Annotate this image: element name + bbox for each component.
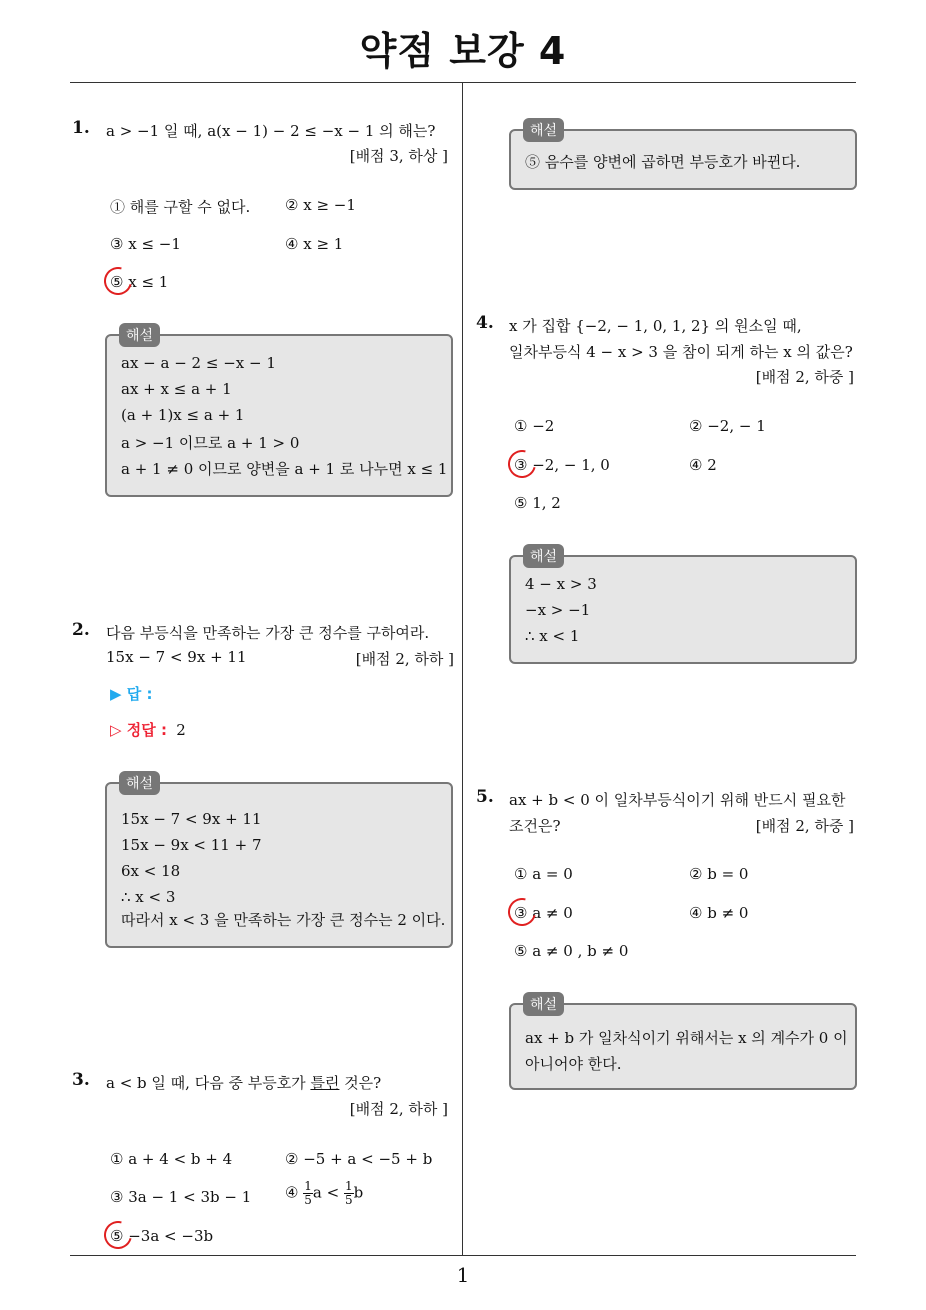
explanation-line: a > −1 이므로 a + 1 > 0	[121, 434, 300, 452]
question-text: x 가 집합 {−2, − 1, 0, 1, 2} 의 원소일 때,	[509, 317, 802, 335]
choice-1[interactable]: ① −2	[514, 417, 555, 435]
explanation-box	[105, 776, 453, 948]
correct-answer-value: 2	[176, 721, 186, 739]
choice-2[interactable]: ② x ≥ −1	[285, 196, 356, 214]
choice-3[interactable]: ③ −2, − 1, 0	[514, 456, 610, 474]
score-label: [배점 2, 하중 ]	[755, 368, 854, 386]
choice-5[interactable]: ⑤ 1, 2	[514, 494, 561, 512]
question-text-part: 것은?	[339, 1074, 382, 1092]
choice-1[interactable]: ① 해를 구할 수 없다.	[110, 198, 251, 216]
top-divider	[70, 82, 856, 83]
explanation-tag: 해설	[119, 323, 160, 347]
page-title: 약점 보강 4	[359, 29, 567, 73]
explanation-line: 아니어야 한다.	[525, 1055, 622, 1073]
explanation-tag: 해설	[523, 992, 564, 1016]
fraction-denominator: 5	[304, 1193, 312, 1207]
choice-4-text: b	[353, 1183, 364, 1202]
choice-4-text: a <	[312, 1183, 340, 1202]
explanation-line: ax − a − 2 ≤ −x − 1	[121, 354, 276, 372]
choice-1[interactable]: ① a + 4 < b + 4	[110, 1150, 233, 1168]
choice-3[interactable]: ③ x ≤ −1	[110, 235, 181, 253]
question-number: 1.	[72, 118, 90, 138]
score-label: [배점 2, 하중 ]	[755, 817, 854, 835]
choice-4[interactable]	[285, 1180, 363, 1207]
question-text: ax + b < 0 이 일차부등식이기 위해 반드시 필요한	[509, 791, 846, 809]
question-text: 다음 부등식을 만족하는 가장 큰 정수를 구하여라.	[106, 624, 430, 642]
choice-5[interactable]: ⑤ −3a < −3b	[110, 1227, 214, 1245]
explanation-line: ax + x ≤ a + 1	[121, 380, 232, 398]
fraction	[303, 1180, 313, 1207]
explanation-line: ax + b 가 일차식이기 위해서는 x 의 계수가 0 이	[525, 1029, 848, 1047]
question-number: 5.	[476, 787, 494, 807]
explanation-line: 4 − x > 3	[525, 575, 597, 593]
choice-4[interactable]: ④ b ≠ 0	[689, 904, 749, 922]
explanation-line: 따라서 x < 3 을 만족하는 가장 큰 정수는 2 이다.	[121, 911, 446, 929]
answer-mark-icon	[503, 445, 541, 483]
answer-mark-icon	[503, 893, 541, 931]
question-text: 조건은?	[509, 817, 561, 835]
explanation-line: 6x < 18	[121, 862, 181, 880]
choice-5[interactable]: ⑤ x ≤ 1	[110, 273, 169, 291]
bottom-divider	[70, 1255, 856, 1256]
question-text	[106, 1072, 381, 1093]
question-text: 일차부등식 4 − x > 3 을 참이 되게 하는 x 의 값은?	[509, 343, 853, 361]
choice-2[interactable]: ② −2, − 1	[689, 417, 766, 435]
answer-input[interactable]: ▶ 답 :	[110, 685, 153, 703]
answer-mark-icon	[99, 1216, 137, 1254]
question-text-part: a < b 일 때, 다음 중 부등호가	[106, 1074, 311, 1092]
fraction-denominator: 5	[344, 1193, 353, 1207]
explanation-tag: 해설	[523, 544, 564, 568]
choice-2[interactable]: ② b = 0	[689, 865, 749, 883]
choice-4-number: ④	[285, 1183, 299, 1202]
score-label: [배점 2, 하하 ]	[349, 1100, 448, 1118]
question-number: 3.	[72, 1070, 90, 1090]
choice-2[interactable]: ② −5 + a < −5 + b	[285, 1150, 433, 1168]
explanation-line: ⑤ 음수를 양변에 곱하면 부등호가 바뀐다.	[525, 153, 801, 171]
explanation-tag: 해설	[523, 118, 564, 142]
explanation-box	[509, 997, 857, 1090]
question-number: 2.	[72, 620, 90, 640]
explanation-line: 15x − 9x < 11 + 7	[121, 836, 262, 854]
column-divider	[462, 83, 463, 1256]
correct-answer-label: ▷ 정답 :	[110, 721, 167, 739]
explanation-tag: 해설	[119, 771, 160, 795]
fraction	[344, 1180, 354, 1207]
explanation-line: ∴ x < 1	[525, 627, 580, 645]
choice-5[interactable]: ⑤ a ≠ 0 , b ≠ 0	[514, 942, 629, 960]
choice-4[interactable]: ④ 2	[689, 456, 717, 474]
fraction-numerator: 1	[344, 1179, 353, 1193]
score-label: [배점 3, 하상 ]	[349, 147, 448, 165]
explanation-box	[509, 123, 857, 190]
explanation-line: −x > −1	[525, 601, 591, 619]
explanation-box	[105, 328, 453, 497]
question-text: a > −1 일 때, a(x − 1) − 2 ≤ −x − 1 의 해는?	[106, 122, 436, 140]
choice-3[interactable]: ③ a ≠ 0	[514, 904, 573, 922]
choice-3[interactable]: ③ 3a − 1 < 3b − 1	[110, 1188, 252, 1206]
explanation-line: a + 1 ≠ 0 이므로 양변을 a + 1 로 나누면 x ≤ 1	[121, 460, 448, 478]
explanation-line: 15x − 7 < 9x + 11	[121, 810, 262, 828]
question-number: 4.	[476, 313, 494, 333]
question-expression: 15x − 7 < 9x + 11	[106, 648, 247, 666]
fraction-numerator: 1	[304, 1179, 312, 1193]
choice-4[interactable]: ④ x ≥ 1	[285, 235, 344, 253]
page-number: 1	[456, 1263, 470, 1287]
explanation-line: (a + 1)x ≤ a + 1	[121, 406, 245, 424]
question-text-underlined: 틀린	[310, 1074, 340, 1092]
score-label: [배점 2, 하하 ]	[355, 650, 454, 668]
answer-mark-icon	[99, 262, 137, 300]
choice-1[interactable]: ① a = 0	[514, 865, 573, 883]
explanation-line: ∴ x < 3	[121, 888, 176, 906]
correct-answer	[110, 719, 186, 740]
explanation-box	[509, 549, 857, 664]
